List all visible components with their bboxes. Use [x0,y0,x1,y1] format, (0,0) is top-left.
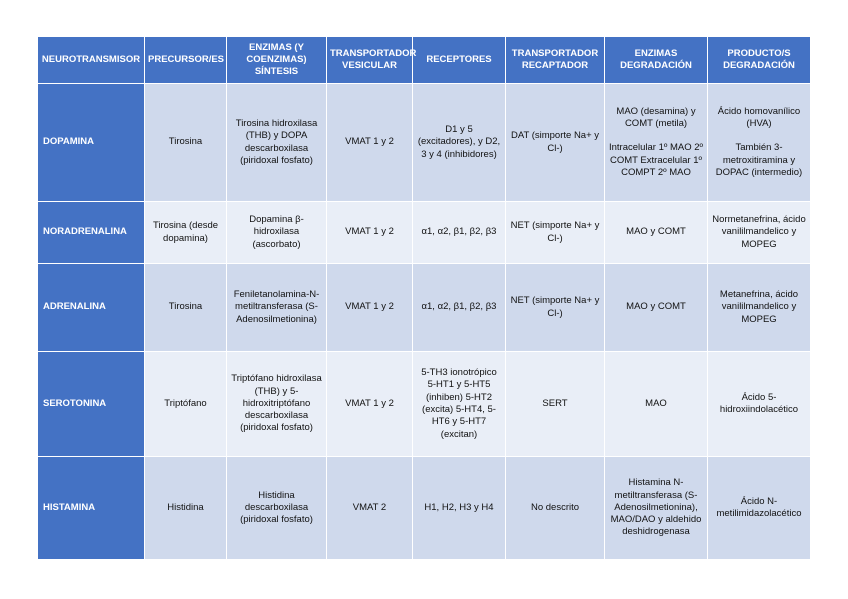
precursor-cell: Triptófano [145,352,227,457]
synthesis-enzymes-cell: Dopamina β-hidroxilasa (ascorbato) [227,202,327,264]
reuptake-transporter-cell: DAT (simporte Na+ y Cl-) [506,84,605,202]
table-row [38,352,811,457]
header-row [38,37,811,84]
receptors-cell: α1, α2, β1, β2, β3 [413,202,506,264]
precursor-cell: Tirosina [145,264,227,352]
header-precursor: PRECURSOR/ES [145,37,227,84]
degradation-enzymes-cell: MAO y COMT [605,202,708,264]
neurotransmitter-name: SEROTONINA [38,352,145,457]
receptors-cell: D1 y 5 (excitadores), y D2, 3 y 4 (inhibidores) [413,84,506,202]
header-neurotransmisor: NEUROTRANSMISOR [38,37,145,84]
header-transportador-recaptador: TRANSPORTADOR RECAPTADOR [506,37,605,84]
synthesis-enzymes-cell: Histidina descarboxilasa (piridoxal fosfato) [227,457,327,560]
receptors-cell: H1, H2, H3 y H4 [413,457,506,560]
degradation-enzymes-cell [605,84,708,202]
degradation-products-cell: Metanefrina, ácido vanililmandelico y MOPEG [708,264,811,352]
degradation-enzymes-cell: MAO y COMT [605,264,708,352]
reuptake-transporter-cell: SERT [506,352,605,457]
header-enzimas-sintesis: ENZIMAS (Y COENZIMAS) SÍNTESIS [227,37,327,84]
degradation-enzymes-order: Intracelular 1º MAO 2º COMT Extracelular 1º COMPT 2º MAO [608,142,704,178]
header-receptores: RECEPTORES [413,37,506,84]
precursor-cell: Histidina [145,457,227,560]
neurotransmitter-table [37,36,811,560]
vesicular-transporter-cell: VMAT 2 [327,457,413,560]
neurotransmitter-name: DOPAMINA [38,84,145,202]
degradation-products-cell: Normetanefrina, ácido vanililmandelico y MOPEG [708,202,811,264]
synthesis-enzymes-cell: Feniletanolamina-N-metiltransferasa (S-Adenosilmetionina) [227,264,327,352]
table-row [38,457,811,560]
receptors-cell: α1, α2, β1, β2, β3 [413,264,506,352]
precursor-cell: Tirosina (desde dopamina) [145,202,227,264]
header-enzimas-degradacion: ENZIMAS DEGRADACIÓN [605,37,708,84]
table-row [38,264,811,352]
degradation-product-extra: También 3-metroxitiramina y DOPAC (intermedio) [715,142,803,178]
reuptake-transporter-cell: No descrito [506,457,605,560]
reuptake-transporter-cell: NET (simporte Na+ y Cl-) [506,202,605,264]
neurotransmitter-name: HISTAMINA [38,457,145,560]
reuptake-transporter-cell: NET (simporte Na+ y Cl-) [506,264,605,352]
neurotransmitter-name: NORADRENALINA [38,202,145,264]
synthesis-enzymes-cell: Triptófano hidroxilasa (THB) y 5-hidroxitriptófano descarboxilasa (piridoxal fosfato) [227,352,327,457]
header-transportador-vesicular: TRANSPORTADOR VESICULAR [327,37,413,84]
vesicular-transporter-cell: VMAT 1 y 2 [327,84,413,202]
degradation-products-cell: Ácido N-metilimidazolacético [708,457,811,560]
degradation-enzymes-main: MAO (desamina) y COMT (metila) [616,105,696,130]
synthesis-enzymes-cell: Tirosina hidroxilasa (THB) y DOPA descarboxilasa (piridoxal fosfato) [227,84,327,202]
table-row [38,202,811,264]
vesicular-transporter-cell: VMAT 1 y 2 [327,202,413,264]
degradation-enzymes-cell: MAO [605,352,708,457]
degradation-products-cell [708,84,811,202]
neurotransmitter-name: ADRENALINA [38,264,145,352]
receptors-cell: 5-TH3 ionotrópico 5-HT1 y 5-HT5 (inhiben) 5-HT2 (excita) 5-HT4, 5-HT6 y 5-HT7 (excitan) [413,352,506,457]
degradation-products-cell: Ácido 5-hidroxiindolacético [708,352,811,457]
header-producto-degradacion: PRODUCTO/S DEGRADACIÓN [708,37,811,84]
vesicular-transporter-cell: VMAT 1 y 2 [327,352,413,457]
degradation-product-main: Ácido homovanílico (HVA) [717,105,801,130]
degradation-enzymes-cell: Histamina N-metiltransferasa (S-Adenosilmetionina), MAO/DAO y aldehido deshidrogenasa [605,457,708,560]
precursor-cell: Tirosina [145,84,227,202]
table-row [38,84,811,202]
vesicular-transporter-cell: VMAT 1 y 2 [327,264,413,352]
